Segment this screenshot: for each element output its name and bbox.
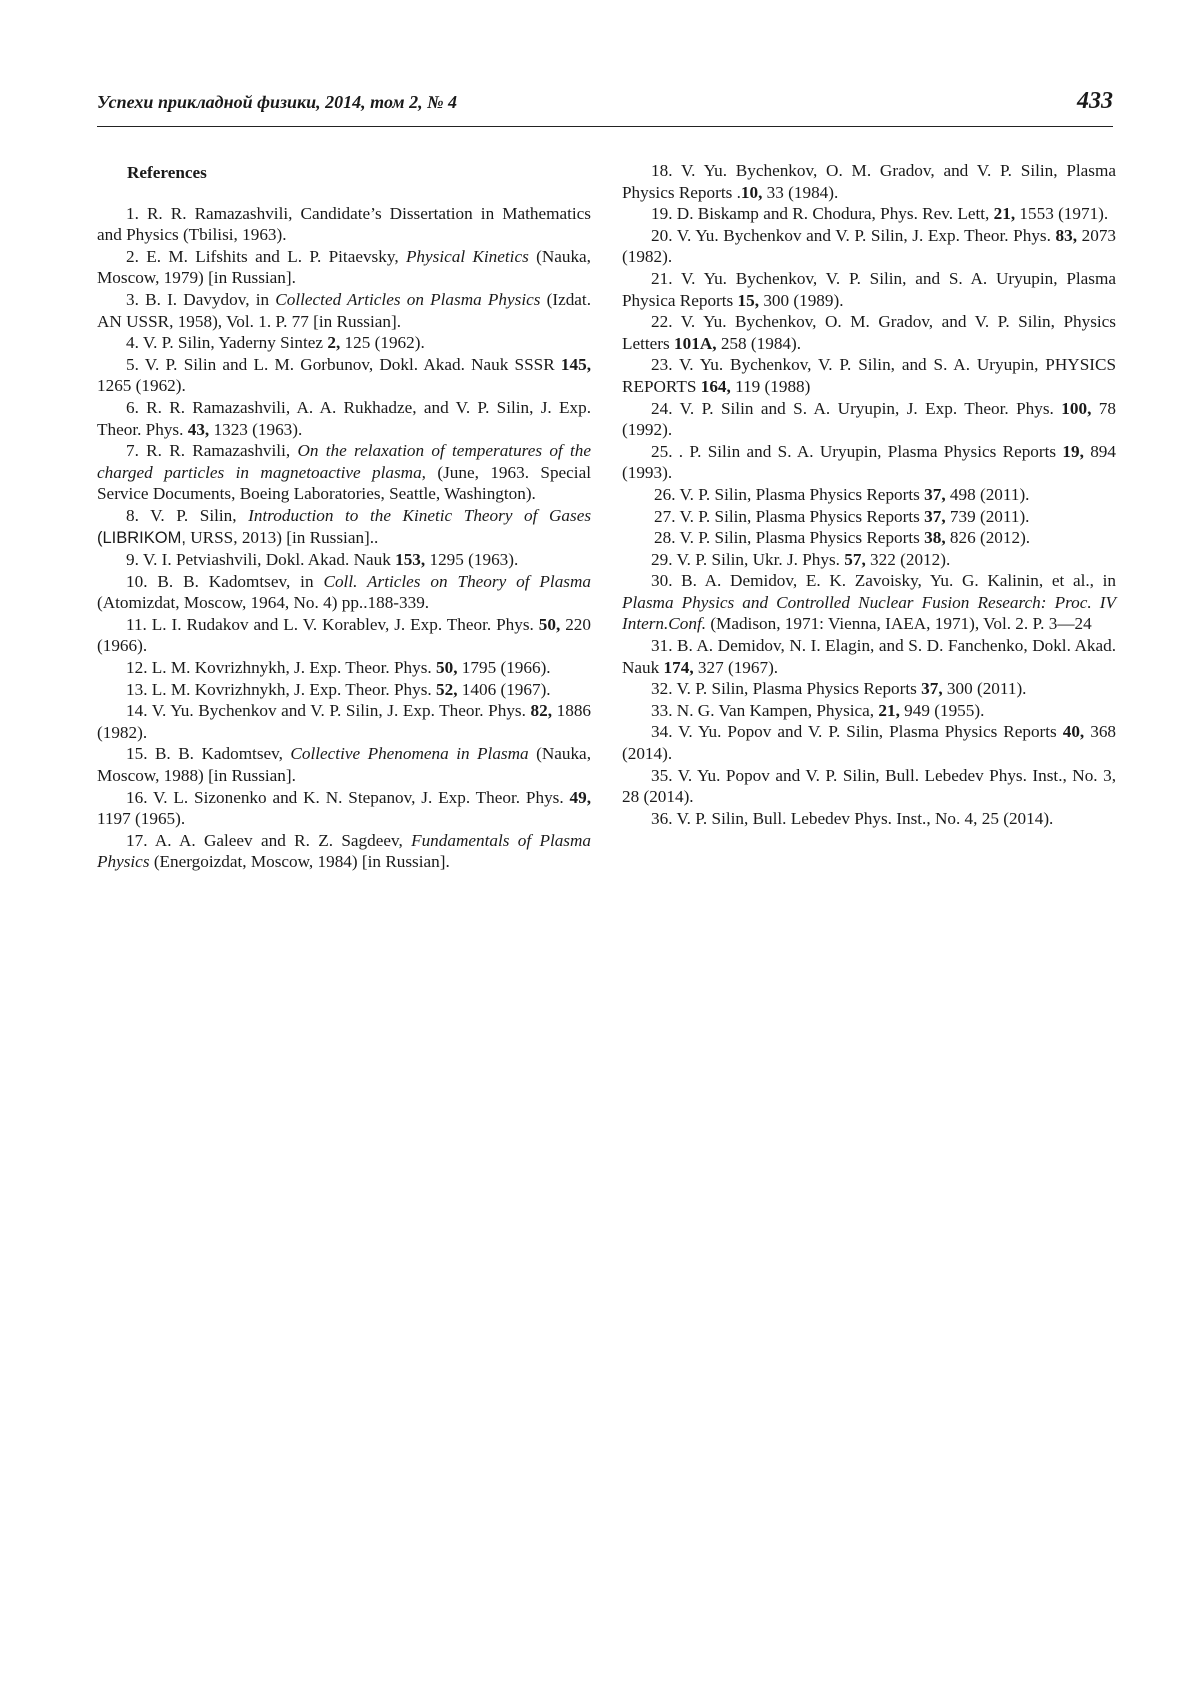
reference-entry-30: 30. B. A. Demidov, E. K. Zavoisky, Yu. G. Kalinin, et al., in Plasma Physics and Controlled Nuclear Fusion Research: Proc. IV Intern.Conf. (Madison, 1971: Vienna, IAEA, 1971), Vol. 2. P. 3—24	[622, 571, 1116, 634]
reference-entry-29: 29. V. P. Silin, Ukr. J. Phys. 57, 322 (2012).	[651, 549, 951, 569]
journal-title: Успехи прикладной физики, 2014, том 2, № 4	[97, 92, 458, 112]
references-column-left	[97, 160, 591, 873]
reference-entry-1: 1. R. R. Ramazashvili, Candidate’s Dissertation in Mathematics and Physics (Tbilisi, 1963).	[97, 203, 591, 245]
page-number: 433	[1077, 88, 1113, 114]
references-heading: References	[127, 163, 207, 182]
reference-entry-34: 34. V. Yu. Popov and V. P. Silin, Plasma Physics Reports 40, 368 (2014).	[622, 722, 1116, 764]
reference-entry-12: 12. L. M. Kovrizhnykh, J. Exp. Theor. Phys. 50, 1795 (1966).	[126, 658, 551, 678]
reference-entry-27: 27. V. P. Silin, Plasma Physics Reports 37, 739 (2011).	[654, 506, 1030, 526]
reference-entry-15: 15. B. B. Kadomtsev, Collective Phenomena in Plasma (Nauka, Moscow, 1988) [in Russian].	[97, 744, 591, 786]
reference-entry-20: 20. V. Yu. Bychenkov and V. P. Silin, J. Exp. Theor. Phys. 83, 2073 (1982).	[622, 225, 1116, 267]
reference-entry-25: 25. . P. Silin and S. A. Uryupin, Plasma Physics Reports 19, 894 (1993).	[622, 441, 1116, 483]
reference-entry-23: 23. V. Yu. Bychenkov, V. P. Silin, and S. A. Uryupin, PHYSICS REPORTS 164, 119 (1988)	[622, 355, 1116, 396]
reference-entry-28: 28. V. P. Silin, Plasma Physics Reports 38, 826 (2012).	[654, 528, 1031, 548]
reference-entry-2: 2. E. M. Lifshits and L. P. Pitaevsky, Physical Kinetics (Nauka, Moscow, 1979) [in Russian].	[97, 246, 591, 288]
reference-entry-16: 16. V. L. Sizonenko and K. N. Stepanov, J. Exp. Theor. Phys. 49, 1197 (1965).	[97, 787, 591, 829]
reference-entry-11: 11. L. I. Rudakov and L. V. Korablev, J. Exp. Theor. Phys. 50, 220 (1966).	[97, 614, 591, 656]
reference-entry-36: 36. V. P. Silin, Bull. Lebedev Phys. Inst., No. 4, 25 (2014).	[651, 808, 1054, 828]
reference-entry-33: 33. N. G. Van Kampen, Physica, 21, 949 (1955).	[651, 700, 985, 720]
reference-entry-19: 19. D. Biskamp and R. Chodura, Phys. Rev. Lett, 21, 1553 (1971).	[651, 204, 1109, 224]
reference-entry-14: 14. V. Yu. Bychenkov and V. P. Silin, J. Exp. Theor. Phys. 82, 1886 (1982).	[97, 701, 591, 742]
reference-entry-22: 22. V. Yu. Bychenkov, O. M. Gradov, and V. P. Silin, Physics Letters 101A, 258 (1984).	[622, 312, 1116, 353]
reference-entry-4: 4. V. P. Silin, Yaderny Sintez 2, 125 (1962).	[126, 333, 425, 353]
reference-entry-10: 10. B. B. Kadomtsev, in Coll. Articles on Theory of Plasma (Atomizdat, Moscow, 1964, No. 4) pp..188-339.	[97, 571, 591, 613]
reference-entry-35: 35. V. Yu. Popov and V. P. Silin, Bull. Lebedev Phys. Inst., No. 3, 28 (2014).	[622, 765, 1116, 807]
reference-entry-6: 6. R. R. Ramazashvili, A. A. Rukhadze, and V. P. Silin, J. Exp. Theor. Phys. 43, 1323 (1963).	[97, 397, 591, 439]
reference-entry-26: 26. V. P. Silin, Plasma Physics Reports 37, 498 (2011).	[654, 484, 1030, 504]
reference-entry-17: 17. A. A. Galeev and R. Z. Sagdeev, Fundamentals of Plasma Physics (Energoizdat, Moscow, 1984) [in Russian].	[97, 830, 592, 872]
reference-entry-13: 13. L. M. Kovrizhnykh, J. Exp. Theor. Phys. 52, 1406 (1967).	[126, 679, 551, 699]
reference-entry-24: 24. V. P. Silin and S. A. Uryupin, J. Exp. Theor. Phys. 100, 78 (1992).	[622, 398, 1116, 440]
running-header	[97, 88, 1113, 127]
reference-entry-8: 8. V. P. Silin, Introduction to the Kinetic Theory of Gases (LIBRIKOM, URSS, 2013) [in Russian]..	[97, 505, 592, 547]
reference-entry-18: 18. V. Yu. Bychenkov, O. M. Gradov, and V. P. Silin, Plasma Physics Reports .10, 33 (1984).	[622, 161, 1116, 202]
reference-entry-5: 5. V. P. Silin and L. M. Gorbunov, Dokl. Akad. Nauk SSSR 145, 1265 (1962).	[97, 354, 591, 396]
reference-entry-7: 7. R. R. Ramazashvili, On the relaxation of temperatures of the charged particles in magnetoactive plasma, (June, 1963. Special Service Documents, Boeing Laboratories, Seattle, Washington).	[97, 441, 591, 504]
reference-entry-21: 21. V. Yu. Bychenkov, V. P. Silin, and S. A. Uryupin, Plasma Physica Reports 15, 300 (1989).	[622, 268, 1116, 310]
references-column-right	[622, 160, 1116, 829]
reference-entry-31: 31. B. A. Demidov, N. I. Elagin, and S. D. Fanchenko, Dokl. Akad. Nauk 174, 327 (1967).	[622, 636, 1116, 677]
reference-entry-9: 9. V. I. Petviashvili, Dokl. Akad. Nauk 153, 1295 (1963).	[126, 550, 519, 570]
reference-entry-3: 3. B. I. Davydov, in Collected Articles on Plasma Physics (Izdat. AN USSR, 1958), Vol. 1. P. 77 [in Russian].	[97, 289, 592, 331]
reference-entry-32: 32. V. P. Silin, Plasma Physics Reports 37, 300 (2011).	[651, 679, 1027, 699]
